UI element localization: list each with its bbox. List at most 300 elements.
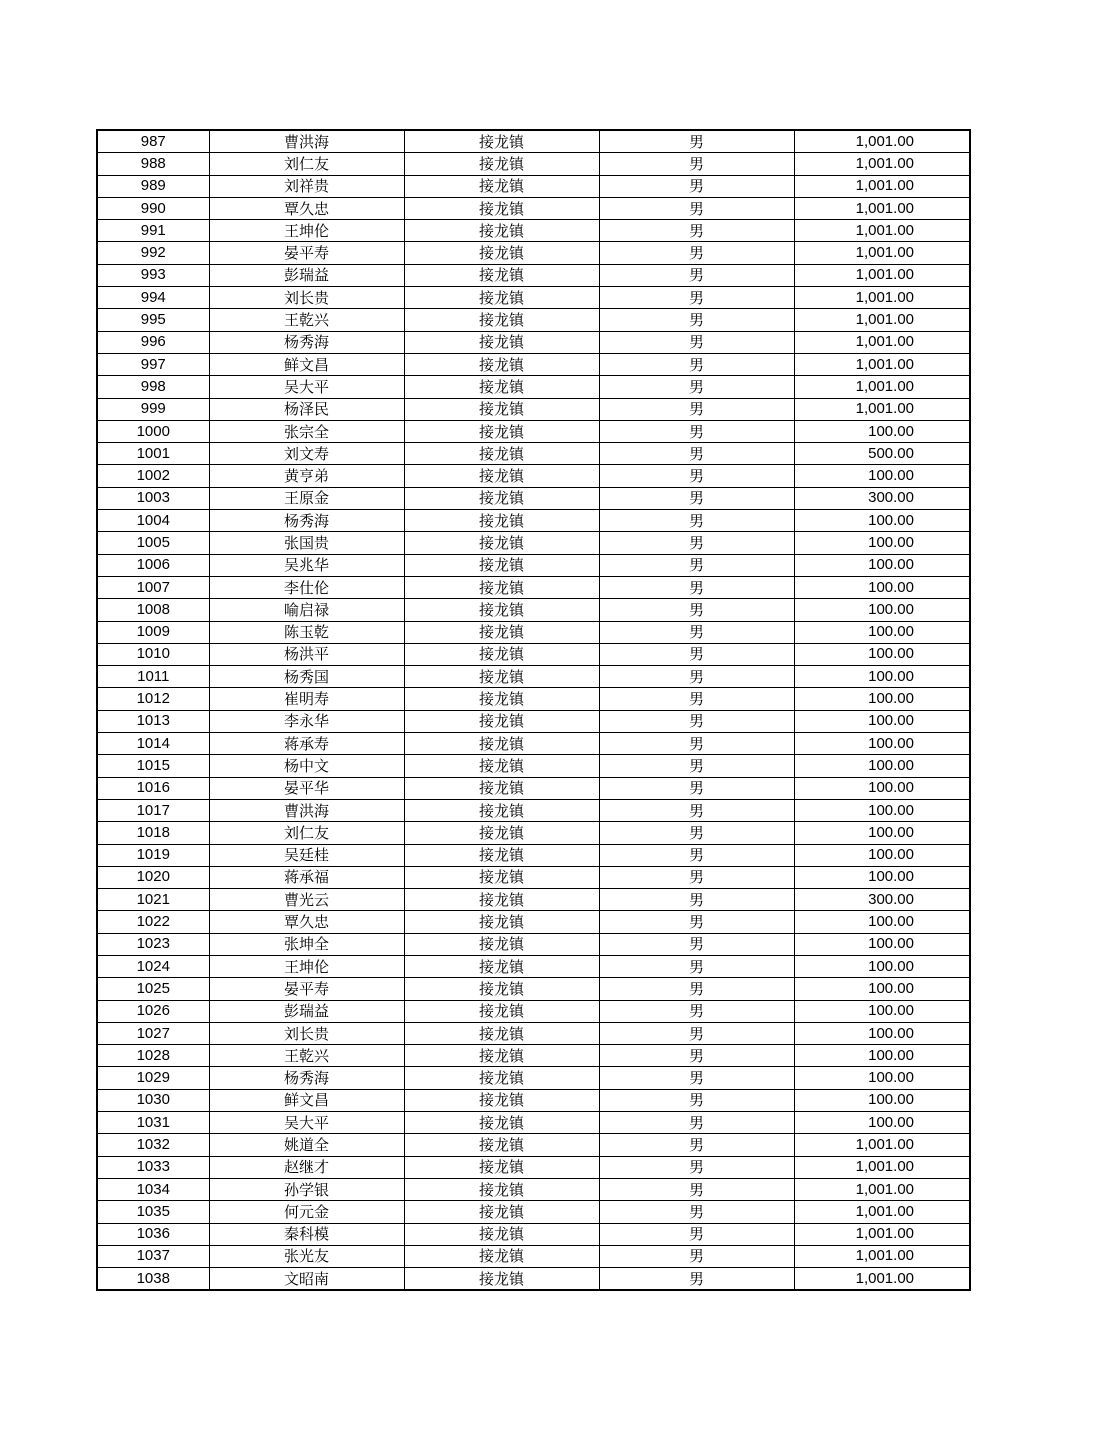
name-cell: 杨秀海: [209, 331, 404, 353]
town-cell: 接龙镇: [404, 777, 599, 799]
table-row: [97, 376, 970, 398]
gender-cell: 男: [599, 398, 794, 420]
name-cell: 文昭南: [209, 1268, 404, 1291]
table-row: [97, 331, 970, 353]
gender-cell: 男: [599, 688, 794, 710]
amount-cell: 100.00: [794, 733, 970, 755]
row-number-cell: 1019: [97, 844, 209, 866]
row-number-cell: 1024: [97, 955, 209, 977]
table-row: [97, 1045, 970, 1067]
town-cell: 接龙镇: [404, 643, 599, 665]
amount-cell: 1,001.00: [794, 1268, 970, 1291]
town-cell: 接龙镇: [404, 420, 599, 442]
gender-cell: 男: [599, 331, 794, 353]
town-cell: 接龙镇: [404, 197, 599, 219]
amount-cell: 1,001.00: [794, 353, 970, 375]
town-cell: 接龙镇: [404, 1134, 599, 1156]
gender-cell: 男: [599, 353, 794, 375]
town-cell: 接龙镇: [404, 287, 599, 309]
name-cell: 彭瑞益: [209, 264, 404, 286]
name-cell: 姚道全: [209, 1134, 404, 1156]
gender-cell: 男: [599, 1112, 794, 1134]
row-number-cell: 1020: [97, 866, 209, 888]
gender-cell: 男: [599, 1268, 794, 1291]
name-cell: 杨秀国: [209, 666, 404, 688]
name-cell: 晏平寿: [209, 978, 404, 1000]
table-row: [97, 889, 970, 911]
row-number-cell: 1030: [97, 1089, 209, 1111]
gender-cell: 男: [599, 1000, 794, 1022]
table-row: [97, 933, 970, 955]
gender-cell: 男: [599, 733, 794, 755]
name-cell: 晏平华: [209, 777, 404, 799]
row-number-cell: 998: [97, 376, 209, 398]
town-cell: 接龙镇: [404, 621, 599, 643]
name-cell: 杨秀海: [209, 1067, 404, 1089]
amount-cell: 1,001.00: [794, 1201, 970, 1223]
row-number-cell: 1036: [97, 1223, 209, 1245]
row-number-cell: 1031: [97, 1112, 209, 1134]
town-cell: 接龙镇: [404, 554, 599, 576]
amount-cell: 1,001.00: [794, 1134, 970, 1156]
row-number-cell: 1013: [97, 710, 209, 732]
gender-cell: 男: [599, 666, 794, 688]
amount-cell: 1,001.00: [794, 175, 970, 197]
table-row: [97, 309, 970, 331]
town-cell: 接龙镇: [404, 1089, 599, 1111]
row-number-cell: 1018: [97, 822, 209, 844]
table-row: [97, 911, 970, 933]
name-cell: 李仕伦: [209, 576, 404, 598]
name-cell: 曹光云: [209, 889, 404, 911]
gender-cell: 男: [599, 264, 794, 286]
row-number-cell: 994: [97, 287, 209, 309]
gender-cell: 男: [599, 376, 794, 398]
gender-cell: 男: [599, 777, 794, 799]
table-row: [97, 420, 970, 442]
name-cell: 王坤伦: [209, 220, 404, 242]
table-row: [97, 1089, 970, 1111]
amount-cell: 100.00: [794, 576, 970, 598]
table-row: [97, 755, 970, 777]
amount-cell: 1,001.00: [794, 264, 970, 286]
name-cell: 王乾兴: [209, 309, 404, 331]
table-row: [97, 130, 970, 153]
amount-cell: 100.00: [794, 978, 970, 1000]
gender-cell: 男: [599, 978, 794, 1000]
amount-cell: 100.00: [794, 688, 970, 710]
gender-cell: 男: [599, 1067, 794, 1089]
table-row: [97, 621, 970, 643]
name-cell: 晏平寿: [209, 242, 404, 264]
amount-cell: 1,001.00: [794, 130, 970, 153]
town-cell: 接龙镇: [404, 153, 599, 175]
town-cell: 接龙镇: [404, 710, 599, 732]
town-cell: 接龙镇: [404, 353, 599, 375]
town-cell: 接龙镇: [404, 755, 599, 777]
amount-cell: 1,001.00: [794, 287, 970, 309]
row-number-cell: 1006: [97, 554, 209, 576]
name-cell: 张光友: [209, 1245, 404, 1267]
gender-cell: 男: [599, 822, 794, 844]
amount-cell: 100.00: [794, 666, 970, 688]
row-number-cell: 1007: [97, 576, 209, 598]
town-cell: 接龙镇: [404, 978, 599, 1000]
gender-cell: 男: [599, 1134, 794, 1156]
amount-cell: 100.00: [794, 710, 970, 732]
name-cell: 王坤伦: [209, 955, 404, 977]
amount-cell: 100.00: [794, 1067, 970, 1089]
gender-cell: 男: [599, 1245, 794, 1267]
amount-cell: 1,001.00: [794, 242, 970, 264]
gender-cell: 男: [599, 889, 794, 911]
amount-cell: 100.00: [794, 465, 970, 487]
row-number-cell: 992: [97, 242, 209, 264]
town-cell: 接龙镇: [404, 532, 599, 554]
gender-cell: 男: [599, 1045, 794, 1067]
amount-cell: 100.00: [794, 1000, 970, 1022]
row-number-cell: 1029: [97, 1067, 209, 1089]
gender-cell: 男: [599, 576, 794, 598]
row-number-cell: 1011: [97, 666, 209, 688]
name-cell: 秦科模: [209, 1223, 404, 1245]
name-cell: 王原金: [209, 487, 404, 509]
name-cell: 张国贵: [209, 532, 404, 554]
row-number-cell: 1003: [97, 487, 209, 509]
amount-cell: 100.00: [794, 755, 970, 777]
amount-cell: 1,001.00: [794, 1245, 970, 1267]
amount-cell: 1,001.00: [794, 1178, 970, 1200]
amount-cell: 100.00: [794, 822, 970, 844]
row-number-cell: 1025: [97, 978, 209, 1000]
town-cell: 接龙镇: [404, 866, 599, 888]
town-cell: 接龙镇: [404, 1156, 599, 1178]
table-body: [97, 130, 970, 1290]
row-number-cell: 1016: [97, 777, 209, 799]
name-cell: 陈玉乾: [209, 621, 404, 643]
town-cell: 接龙镇: [404, 398, 599, 420]
gender-cell: 男: [599, 755, 794, 777]
amount-cell: 1,001.00: [794, 197, 970, 219]
name-cell: 彭瑞益: [209, 1000, 404, 1022]
name-cell: 鲜文昌: [209, 353, 404, 375]
table-row: [97, 465, 970, 487]
row-number-cell: 1000: [97, 420, 209, 442]
table-row: [97, 955, 970, 977]
table-row: [97, 1112, 970, 1134]
table-row: [97, 866, 970, 888]
amount-cell: 1,001.00: [794, 376, 970, 398]
gender-cell: 男: [599, 844, 794, 866]
town-cell: 接龙镇: [404, 1178, 599, 1200]
row-number-cell: 1009: [97, 621, 209, 643]
name-cell: 吴廷桂: [209, 844, 404, 866]
town-cell: 接龙镇: [404, 1067, 599, 1089]
row-number-cell: 1001: [97, 443, 209, 465]
town-cell: 接龙镇: [404, 576, 599, 598]
row-number-cell: 989: [97, 175, 209, 197]
row-number-cell: 1032: [97, 1134, 209, 1156]
name-cell: 李永华: [209, 710, 404, 732]
row-number-cell: 1004: [97, 510, 209, 532]
table-row: [97, 242, 970, 264]
town-cell: 接龙镇: [404, 309, 599, 331]
town-cell: 接龙镇: [404, 443, 599, 465]
name-cell: 杨中文: [209, 755, 404, 777]
table-row: [97, 666, 970, 688]
table-row: [97, 554, 970, 576]
name-cell: 吴大平: [209, 376, 404, 398]
row-number-cell: 1015: [97, 755, 209, 777]
amount-cell: 1,001.00: [794, 331, 970, 353]
gender-cell: 男: [599, 554, 794, 576]
town-cell: 接龙镇: [404, 599, 599, 621]
gender-cell: 男: [599, 309, 794, 331]
name-cell: 张宗全: [209, 420, 404, 442]
gender-cell: 男: [599, 465, 794, 487]
amount-cell: 100.00: [794, 532, 970, 554]
town-cell: 接龙镇: [404, 911, 599, 933]
name-cell: 吴大平: [209, 1112, 404, 1134]
row-number-cell: 999: [97, 398, 209, 420]
gender-cell: 男: [599, 153, 794, 175]
row-number-cell: 1023: [97, 933, 209, 955]
row-number-cell: 1027: [97, 1022, 209, 1044]
table-row: [97, 287, 970, 309]
name-cell: 刘仁友: [209, 822, 404, 844]
gender-cell: 男: [599, 420, 794, 442]
table-row: [97, 510, 970, 532]
town-cell: 接龙镇: [404, 1022, 599, 1044]
name-cell: 黄亨弟: [209, 465, 404, 487]
town-cell: 接龙镇: [404, 1223, 599, 1245]
table-row: [97, 1156, 970, 1178]
table-row: [97, 175, 970, 197]
table-row: [97, 1134, 970, 1156]
amount-cell: 100.00: [794, 510, 970, 532]
name-cell: 王乾兴: [209, 1045, 404, 1067]
amount-cell: 100.00: [794, 1089, 970, 1111]
gender-cell: 男: [599, 175, 794, 197]
town-cell: 接龙镇: [404, 1245, 599, 1267]
town-cell: 接龙镇: [404, 242, 599, 264]
row-number-cell: 1028: [97, 1045, 209, 1067]
town-cell: 接龙镇: [404, 175, 599, 197]
amount-cell: 100.00: [794, 933, 970, 955]
amount-cell: 100.00: [794, 911, 970, 933]
row-number-cell: 1038: [97, 1268, 209, 1291]
amount-cell: 100.00: [794, 420, 970, 442]
row-number-cell: 1037: [97, 1245, 209, 1267]
table-row: [97, 710, 970, 732]
row-number-cell: 1017: [97, 799, 209, 821]
name-cell: 吴兆华: [209, 554, 404, 576]
table-row: [97, 1245, 970, 1267]
data-table: [96, 129, 971, 1291]
row-number-cell: 1002: [97, 465, 209, 487]
amount-cell: 500.00: [794, 443, 970, 465]
name-cell: 喻启禄: [209, 599, 404, 621]
town-cell: 接龙镇: [404, 1268, 599, 1291]
town-cell: 接龙镇: [404, 510, 599, 532]
gender-cell: 男: [599, 599, 794, 621]
gender-cell: 男: [599, 933, 794, 955]
town-cell: 接龙镇: [404, 220, 599, 242]
table-row: [97, 799, 970, 821]
table-row: [97, 733, 970, 755]
table-row: [97, 1268, 970, 1291]
gender-cell: 男: [599, 487, 794, 509]
gender-cell: 男: [599, 955, 794, 977]
row-number-cell: 1014: [97, 733, 209, 755]
name-cell: 杨洪平: [209, 643, 404, 665]
amount-cell: 100.00: [794, 866, 970, 888]
table-row: [97, 398, 970, 420]
table-row: [97, 822, 970, 844]
table-row: [97, 643, 970, 665]
town-cell: 接龙镇: [404, 955, 599, 977]
gender-cell: 男: [599, 1178, 794, 1200]
name-cell: 覃久忠: [209, 197, 404, 219]
town-cell: 接龙镇: [404, 822, 599, 844]
amount-cell: 300.00: [794, 889, 970, 911]
gender-cell: 男: [599, 643, 794, 665]
town-cell: 接龙镇: [404, 844, 599, 866]
amount-cell: 1,001.00: [794, 309, 970, 331]
town-cell: 接龙镇: [404, 733, 599, 755]
town-cell: 接龙镇: [404, 1201, 599, 1223]
gender-cell: 男: [599, 1089, 794, 1111]
table-row: [97, 1178, 970, 1200]
table-row: [97, 688, 970, 710]
row-number-cell: 1005: [97, 532, 209, 554]
town-cell: 接龙镇: [404, 889, 599, 911]
gender-cell: 男: [599, 287, 794, 309]
name-cell: 刘文寿: [209, 443, 404, 465]
name-cell: 孙学银: [209, 1178, 404, 1200]
gender-cell: 男: [599, 621, 794, 643]
row-number-cell: 1034: [97, 1178, 209, 1200]
amount-cell: 100.00: [794, 1022, 970, 1044]
town-cell: 接龙镇: [404, 688, 599, 710]
table-row: [97, 1223, 970, 1245]
row-number-cell: 988: [97, 153, 209, 175]
row-number-cell: 1010: [97, 643, 209, 665]
amount-cell: 100.00: [794, 643, 970, 665]
gender-cell: 男: [599, 710, 794, 732]
town-cell: 接龙镇: [404, 264, 599, 286]
town-cell: 接龙镇: [404, 666, 599, 688]
amount-cell: 100.00: [794, 1045, 970, 1067]
name-cell: 刘长贵: [209, 287, 404, 309]
name-cell: 蒋承寿: [209, 733, 404, 755]
town-cell: 接龙镇: [404, 1000, 599, 1022]
name-cell: 刘祥贵: [209, 175, 404, 197]
gender-cell: 男: [599, 1223, 794, 1245]
table-row: [97, 197, 970, 219]
gender-cell: 男: [599, 866, 794, 888]
amount-cell: 1,001.00: [794, 1156, 970, 1178]
gender-cell: 男: [599, 242, 794, 264]
town-cell: 接龙镇: [404, 465, 599, 487]
amount-cell: 1,001.00: [794, 153, 970, 175]
table-row: [97, 264, 970, 286]
town-cell: 接龙镇: [404, 376, 599, 398]
table-row: [97, 576, 970, 598]
row-number-cell: 993: [97, 264, 209, 286]
town-cell: 接龙镇: [404, 487, 599, 509]
name-cell: 曹洪海: [209, 799, 404, 821]
table-row: [97, 1201, 970, 1223]
name-cell: 杨秀海: [209, 510, 404, 532]
amount-cell: 100.00: [794, 621, 970, 643]
table-row: [97, 220, 970, 242]
gender-cell: 男: [599, 799, 794, 821]
name-cell: 鲜文昌: [209, 1089, 404, 1111]
table-row: [97, 153, 970, 175]
table-row: [97, 1000, 970, 1022]
town-cell: 接龙镇: [404, 933, 599, 955]
amount-cell: 100.00: [794, 1112, 970, 1134]
name-cell: 蒋承福: [209, 866, 404, 888]
town-cell: 接龙镇: [404, 130, 599, 153]
row-number-cell: 990: [97, 197, 209, 219]
name-cell: 刘仁友: [209, 153, 404, 175]
town-cell: 接龙镇: [404, 1112, 599, 1134]
gender-cell: 男: [599, 1201, 794, 1223]
gender-cell: 男: [599, 532, 794, 554]
row-number-cell: 991: [97, 220, 209, 242]
amount-cell: 100.00: [794, 844, 970, 866]
amount-cell: 1,001.00: [794, 1223, 970, 1245]
amount-cell: 100.00: [794, 599, 970, 621]
row-number-cell: 995: [97, 309, 209, 331]
name-cell: 曹洪海: [209, 130, 404, 153]
table-row: [97, 777, 970, 799]
gender-cell: 男: [599, 220, 794, 242]
town-cell: 接龙镇: [404, 1045, 599, 1067]
row-number-cell: 996: [97, 331, 209, 353]
table-row: [97, 443, 970, 465]
table-row: [97, 353, 970, 375]
name-cell: 杨泽民: [209, 398, 404, 420]
table-row: [97, 487, 970, 509]
town-cell: 接龙镇: [404, 799, 599, 821]
amount-cell: 100.00: [794, 799, 970, 821]
amount-cell: 300.00: [794, 487, 970, 509]
table-row: [97, 532, 970, 554]
amount-cell: 1,001.00: [794, 398, 970, 420]
row-number-cell: 1022: [97, 911, 209, 933]
row-number-cell: 1026: [97, 1000, 209, 1022]
name-cell: 刘长贵: [209, 1022, 404, 1044]
row-number-cell: 1021: [97, 889, 209, 911]
table-row: [97, 844, 970, 866]
amount-cell: 100.00: [794, 955, 970, 977]
row-number-cell: 987: [97, 130, 209, 153]
gender-cell: 男: [599, 911, 794, 933]
amount-cell: 1,001.00: [794, 220, 970, 242]
table-row: [97, 1067, 970, 1089]
name-cell: 覃久忠: [209, 911, 404, 933]
name-cell: 崔明寿: [209, 688, 404, 710]
row-number-cell: 1035: [97, 1201, 209, 1223]
name-cell: 赵继才: [209, 1156, 404, 1178]
row-number-cell: 1033: [97, 1156, 209, 1178]
name-cell: 何元金: [209, 1201, 404, 1223]
amount-cell: 100.00: [794, 777, 970, 799]
name-cell: 张坤全: [209, 933, 404, 955]
